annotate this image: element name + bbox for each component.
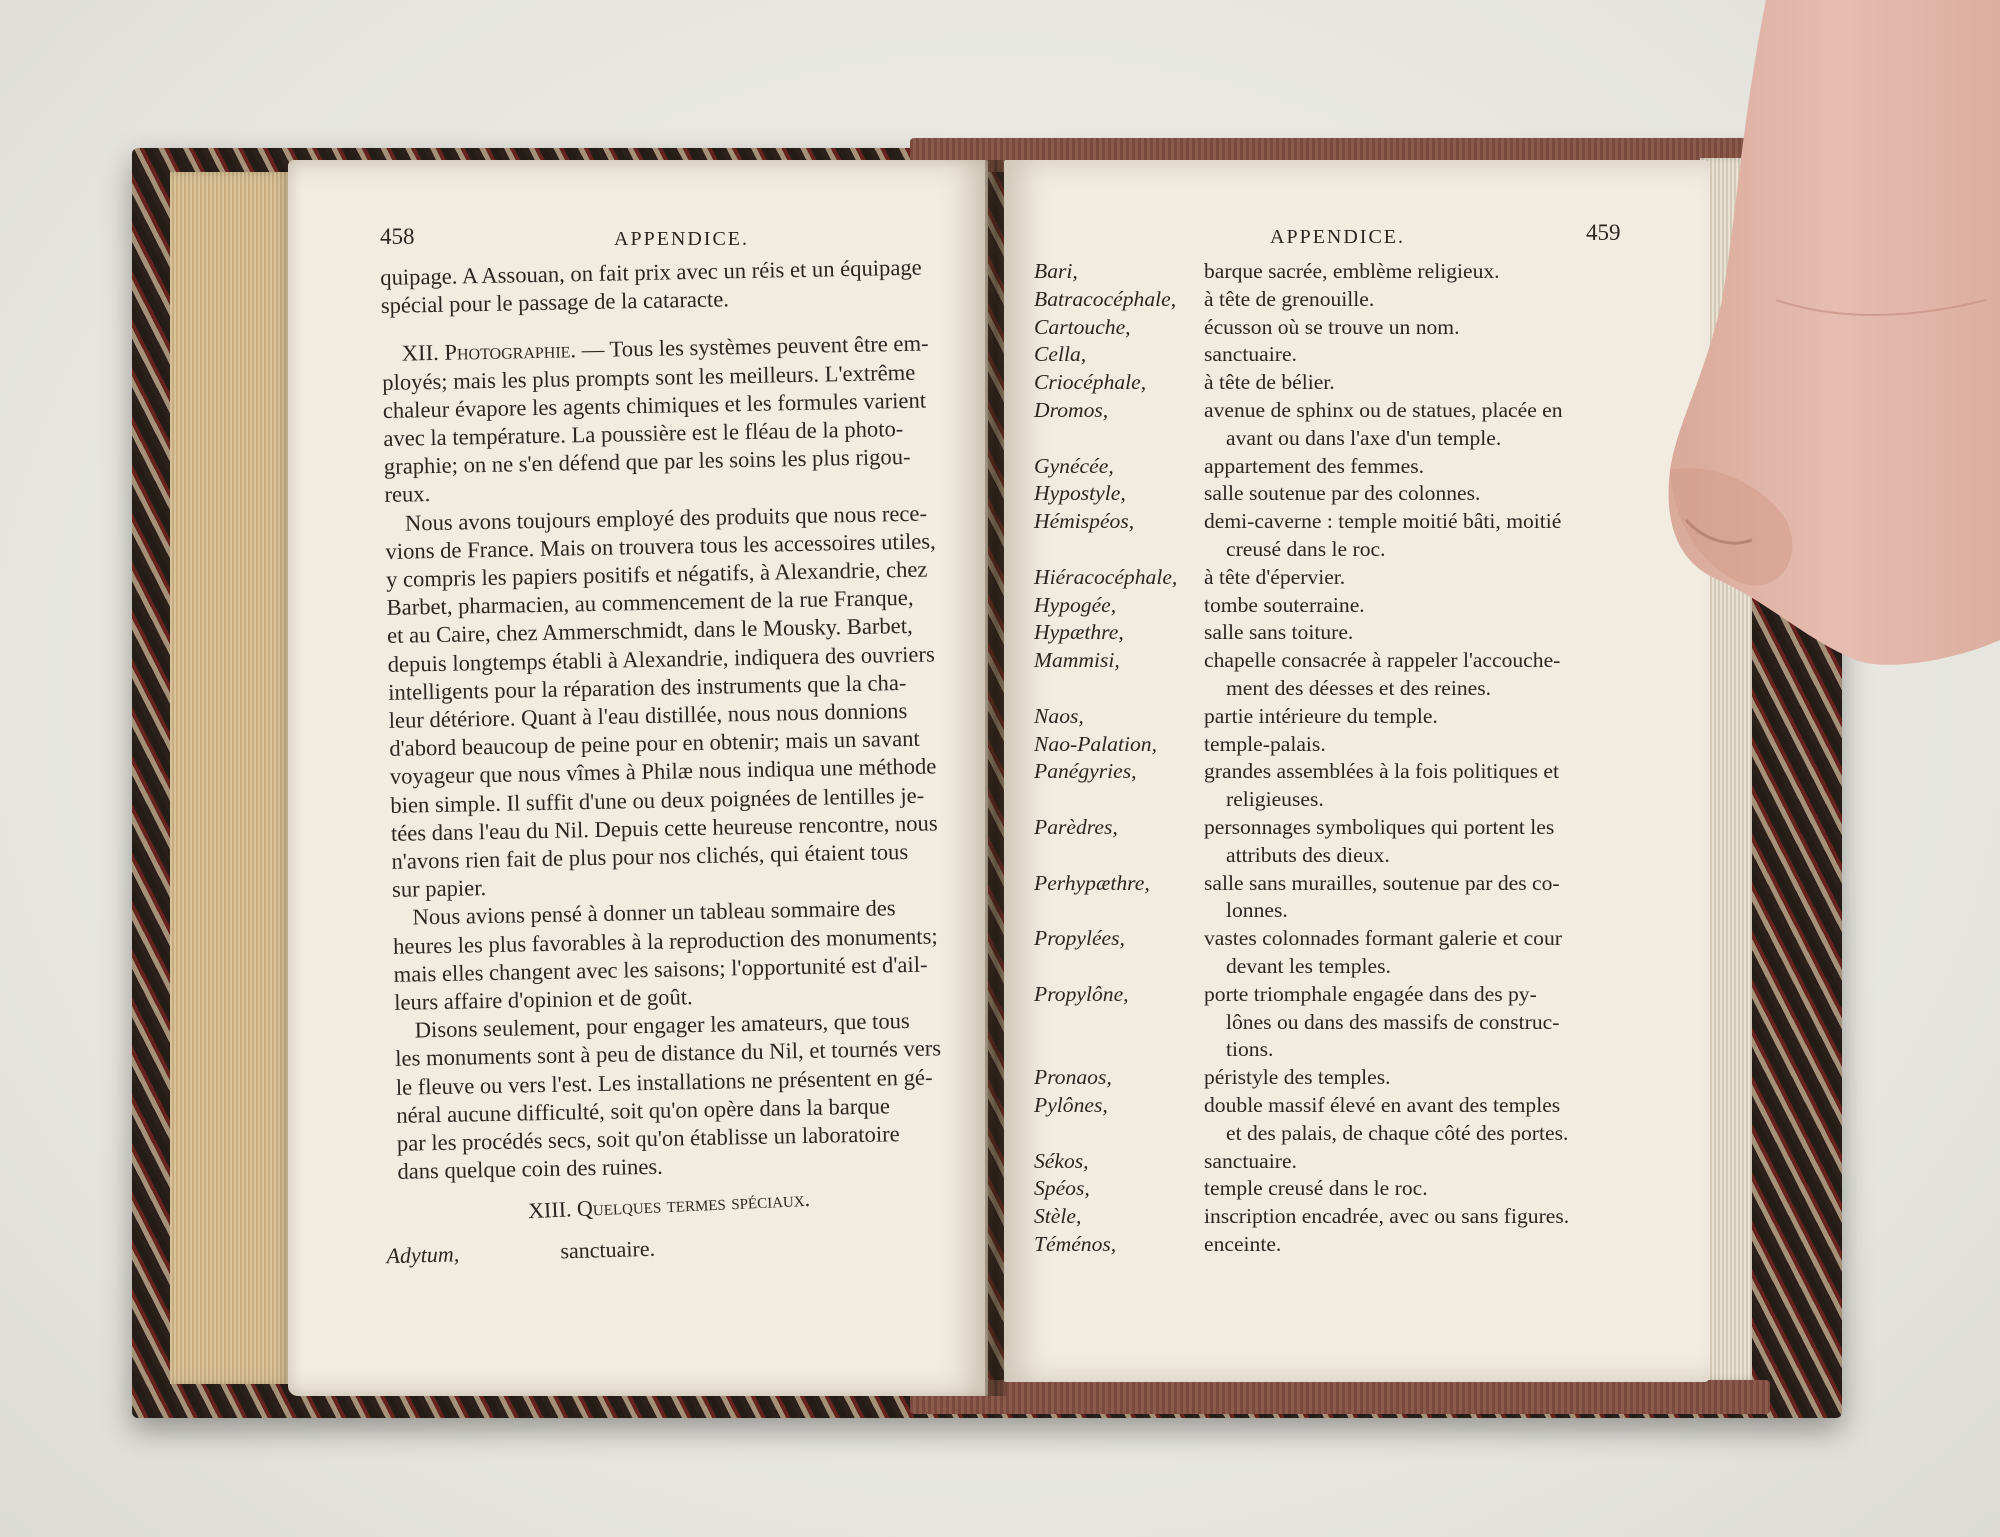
text-line: spécial pour le passage de la cataracte. — [380, 286, 730, 319]
glossary-definition — [1204, 1148, 1674, 1176]
definition-line: sanctuaire. — [1204, 1148, 1297, 1173]
definition-line: double massif élevé en avant des temples — [1204, 1092, 1561, 1117]
definition-line: grandes assemblées à la fois politiques et — [1204, 759, 1559, 784]
hand-holding-book — [1656, 0, 2000, 680]
glossary-term: Bari, — [1034, 259, 1078, 283]
glossary-definition — [1204, 731, 1674, 759]
definition-line: creusé dans le roc. — [1226, 536, 1386, 561]
text-line: Nous avions pensé à donner un tableau sommaire des — [412, 895, 896, 930]
glossary-definition — [1204, 258, 1674, 286]
definition-line: porte triomphale engagée dans des py- — [1204, 981, 1537, 1006]
glossary-term: Naos, — [1034, 703, 1084, 728]
glossary-entry — [1034, 592, 1674, 620]
definition-line: partie intérieure du temple. — [1204, 703, 1438, 728]
definition-line: lônes ou dans des massifs de construc- — [1226, 1009, 1560, 1034]
text-line: mais elles changent avec les saisons; l'opportunité est d'ail- — [393, 951, 928, 987]
glossary-definition — [1204, 480, 1674, 508]
glossary-definition — [1204, 758, 1674, 814]
glossary-definition — [1204, 981, 1674, 1064]
definition-line: enceinte. — [1204, 1231, 1282, 1256]
glossary-definition — [1204, 1092, 1674, 1148]
glossary-term: Dromos, — [1034, 397, 1109, 422]
glossary-term: Hypæthre, — [1034, 620, 1124, 645]
glossary-entry — [1034, 870, 1674, 926]
definition-line: à tête de grenouille. — [1204, 286, 1375, 311]
text-line: tées dans l'eau du Nil. Depuis cette heureuse rencontre, nous — [390, 810, 938, 846]
text-line: intelligents pour la réparation des instruments que la cha- — [387, 669, 907, 705]
glossary-term: Propylône, — [1034, 981, 1129, 1006]
glossary-entry — [1034, 758, 1674, 814]
text-line: voyageur que nous vîmes à Philæ nous indiqua une méthode — [389, 753, 937, 790]
glossary-entry — [1034, 703, 1674, 731]
definition-line: à tête de bélier. — [1204, 370, 1335, 395]
glossary-definition — [1204, 647, 1674, 703]
glossary-term: Mammisi, — [1034, 648, 1120, 673]
glossary-term: Cella, — [1034, 342, 1087, 367]
text-line: y compris les papiers positifs et négatifs, à Alexandrie, chez — [385, 556, 928, 592]
glossary-definition — [1204, 1203, 1674, 1231]
left-running-head: APPENDICE. — [614, 228, 750, 250]
text-line: reux. — [384, 481, 431, 508]
text-line: Disons seulement, pour engager les amateurs, que tous — [414, 1008, 910, 1043]
definition-line: vastes colonnades formant galerie et cour — [1204, 926, 1562, 951]
left-page — [288, 160, 988, 1396]
glossary-entry — [1034, 1092, 1674, 1148]
glossary-term: Pylônes, — [1034, 1092, 1108, 1117]
glossary-term: Batracocéphale, — [1034, 286, 1177, 311]
definition-line: sanctuaire. — [1204, 342, 1297, 367]
text-line: d'abord beaucoup de peine pour en obtenir; mais un savant — [389, 725, 920, 762]
glossary-entry — [1034, 286, 1674, 314]
text-line: les monuments sont à peu de distance du Nil, et tournés vers — [395, 1035, 942, 1072]
text-line: néral aucune difficulté, soit qu'on opère dans la barque — [396, 1093, 891, 1128]
definition-line: avant ou dans l'axe d'un temple. — [1226, 425, 1502, 450]
text-line: heures les plus favorables à la reproduction des monuments; — [392, 923, 938, 959]
glossary-entry — [1034, 981, 1674, 1064]
glossary-entry — [1034, 1148, 1674, 1176]
glossary-term: Hiéracocéphale, — [1034, 564, 1178, 589]
page-block-left-edge — [170, 172, 290, 1384]
cloth-spine-bottom — [910, 1380, 1770, 1414]
glossary-definition — [1204, 619, 1674, 647]
text-line: dans quelque coin des ruines. — [397, 1154, 664, 1185]
glossary-definition — [1204, 508, 1674, 564]
text-line: graphie; on ne s'en défend que par les soins les plus rigou- — [383, 444, 911, 480]
text-line: Barbet, pharmacien, au commencement de la rue Franque, — [386, 585, 914, 621]
definition-line: barque sacrée, emblème religieux. — [1204, 259, 1500, 283]
right-page-number: 459 — [1586, 220, 1621, 245]
glossary-definition — [1204, 341, 1674, 369]
glossary-entry — [1034, 314, 1674, 342]
definition-line: avenue de sphinx ou de statues, placée en — [1204, 397, 1563, 422]
definition-line: salle sans murailles, soutenue par des co- — [1204, 870, 1560, 895]
glossary-entry — [1034, 1231, 1674, 1259]
text-line: depuis longtemps établi à Alexandrie, indiquera des ouvriers — [387, 641, 935, 677]
glossary-term: Pronaos, — [1034, 1065, 1112, 1090]
glossary-term: Stèle, — [1034, 1204, 1082, 1229]
definition-line: et des palais, de chaque côté des portes. — [1226, 1120, 1569, 1145]
glossary-definition — [1204, 453, 1674, 481]
definition-line: lonnes. — [1226, 898, 1288, 923]
text-line: leur détériore. Quant à l'eau distillée, nous nous donnions — [388, 698, 908, 733]
glossary-term: Sékos, — [1034, 1148, 1089, 1173]
definition-line: personnages symboliques qui portent les — [1204, 814, 1555, 839]
glossary-definition — [1204, 1175, 1674, 1203]
section-heading-title: Quelques termes spéciaux. — [576, 1185, 811, 1222]
left-page-body-text — [380, 253, 958, 1186]
glossary-entry — [1034, 1175, 1674, 1203]
definition-line: salle soutenue par des colonnes. — [1204, 481, 1481, 506]
glossary-definition — [1204, 369, 1674, 397]
definition-line: chapelle consacrée à rappeler l'accouche- — [1204, 648, 1561, 673]
glossary-term: Hypostyle, — [1034, 481, 1126, 506]
section-number: XII. — [401, 340, 445, 367]
glossary-entry — [1034, 258, 1674, 286]
definition-line: tions. — [1226, 1037, 1274, 1062]
text-line: le fleuve ou vers l'est. Les installations ne présentent en gé- — [395, 1064, 933, 1100]
definition-line: temple-palais. — [1204, 731, 1326, 756]
glossary-entry — [1034, 341, 1674, 369]
glossary-definition — [1204, 397, 1674, 453]
glossary-entry — [1034, 1064, 1674, 1092]
definition-line: tombe souterraine. — [1204, 592, 1365, 617]
definition-line: attributs des dieux. — [1226, 842, 1390, 867]
text-line: n'avons rien fait de plus pour nos clichés, qui étaient tous — [391, 839, 909, 874]
glossary-term: Cartouche, — [1034, 314, 1131, 339]
glossary-entry — [1034, 564, 1674, 592]
section-title: Photographie — [444, 337, 571, 366]
glossary-definition — [1204, 592, 1674, 620]
left-page-number: 458 — [380, 224, 415, 249]
glossary-entry-adytum — [386, 1229, 906, 1269]
text-line: chaleur évapore les agents chimiques et les formules varient — [382, 387, 927, 423]
glossary-entry — [1034, 619, 1674, 647]
glossary-term: Adytum, — [386, 1241, 460, 1269]
glossary-definition — [1204, 1064, 1674, 1092]
glossary-definition — [1204, 925, 1674, 981]
glossary-term: Spéos, — [1034, 1176, 1090, 1201]
glossary-entry — [1034, 647, 1674, 703]
glossary-term: Téménos, — [1034, 1231, 1117, 1256]
glossary-entry — [1034, 1203, 1674, 1231]
text-line: leurs affaire d'opinion et de goût. — [393, 984, 693, 1015]
text-line: ployés; mais les plus prompts sont les meilleurs. L'extrême — [382, 359, 916, 395]
glossary-entry — [1034, 480, 1674, 508]
glossary-definition — [1204, 314, 1674, 342]
definition-line: demi-caverne : temple moitié bâti, moitié — [1204, 509, 1562, 534]
glossary-entry — [1034, 397, 1674, 453]
definition-line: devant les temples. — [1226, 953, 1391, 978]
glossary-definition — [1204, 286, 1674, 314]
text-line: par les procédés secs, soit qu'on établisse un laboratoire — [396, 1121, 900, 1156]
glossary-entry — [1034, 925, 1674, 981]
glossary-term: Hémispéos, — [1034, 509, 1135, 534]
glossary-definition — [1204, 870, 1674, 926]
text-line: sur papier. — [391, 875, 487, 903]
definition-line: appartement des femmes. — [1204, 453, 1425, 478]
definition-line: écusson où se trouve un nom. — [1204, 314, 1460, 339]
definition-line: ment des déesses et des reines. — [1226, 675, 1492, 700]
glossary-term: Hypogée, — [1034, 592, 1117, 617]
glossary-term: Perhypæthre, — [1034, 870, 1150, 895]
text-line: avec la température. La poussière est le fléau de la photo- — [383, 416, 904, 451]
glossary-definition — [1204, 814, 1674, 870]
text-line: Nous avons toujours employé des produits que nous rece- — [404, 500, 928, 536]
definition-line: inscription encadrée, avec ou sans figures. — [1204, 1204, 1570, 1229]
glossary-entry — [1034, 369, 1674, 397]
section-heading-xiii — [528, 1186, 811, 1224]
glossary-term: Parèdres, — [1034, 814, 1118, 839]
definition-line: temple creusé dans le roc. — [1204, 1176, 1428, 1201]
definition-line: religieuses. — [1226, 787, 1324, 812]
right-running-head: APPENDICE. — [1270, 226, 1406, 248]
definition-line: péristyle des temples. — [1204, 1065, 1391, 1090]
definition-line: à tête d'épervier. — [1204, 564, 1346, 589]
glossary-term: Criocéphale, — [1034, 370, 1147, 395]
section-text: . — Tous les systèmes peuvent être em- — [570, 330, 929, 363]
section-heading-number: XIII. — [527, 1196, 578, 1224]
glossary-definition: sanctuaire. — [560, 1235, 656, 1264]
glossary-term: Gynécée, — [1034, 453, 1114, 478]
glossary-term: Propylées, — [1034, 926, 1125, 951]
glossary-definition — [1204, 703, 1674, 731]
definition-line: salle sans toiture. — [1204, 620, 1354, 645]
text-line: vions de France. Mais on trouvera tous les accessoires utiles, — [385, 528, 936, 564]
text-line: et au Caire, chez Ammerschmidt, dans le Mousky. Barbet, — [386, 613, 913, 649]
glossary-definition — [1204, 564, 1674, 592]
glossary-entry — [1034, 731, 1674, 759]
glossary-term: Panégyries, — [1034, 759, 1137, 784]
glossary-entry — [1034, 508, 1674, 564]
glossary-list — [1034, 258, 1674, 1259]
glossary-term: Nao-Palation, — [1034, 731, 1157, 756]
text-line: quipage. A Assouan, on fait prix avec un réis et un équipage — [380, 254, 922, 290]
text-line: bien simple. Il suffit d'une ou deux poignées de lentilles je- — [390, 782, 925, 818]
glossary-definition — [1204, 1231, 1674, 1259]
right-page — [1004, 160, 1710, 1382]
glossary-entry — [1034, 453, 1674, 481]
glossary-entry — [1034, 814, 1674, 870]
